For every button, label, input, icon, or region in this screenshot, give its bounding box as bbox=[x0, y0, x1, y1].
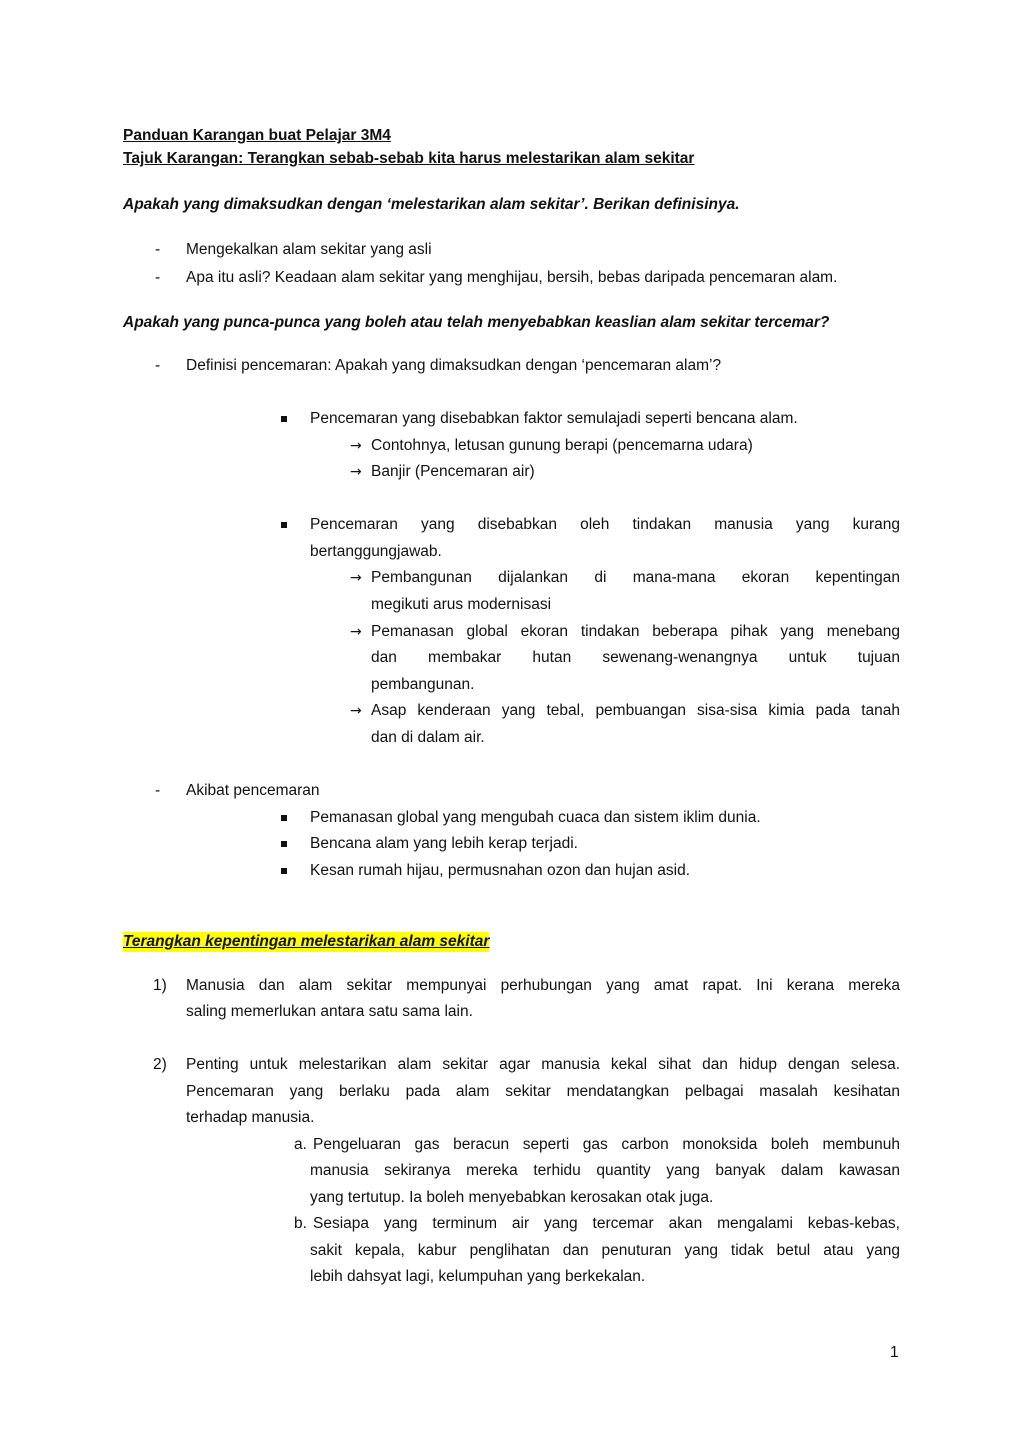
sub-item-label: b. bbox=[294, 1215, 307, 1232]
list-item: Pemanasan global yang mengubah cuaca dan sistem iklim dunia. bbox=[310, 809, 761, 826]
sub-item-continuation: lebih dahsyat lagi, kelumpuhan yang berkekalan. bbox=[310, 1268, 646, 1285]
list-item-continuation: megikuti arus modernisasi bbox=[371, 596, 552, 613]
numbered-item: Penting untuk melestarikan alam sekitar agar manusia kekal sihat dan hidup dengan selesa. bbox=[186, 1056, 900, 1073]
list-item: Definisi pencemaran: Apakah yang dimaksudkan dengan ‘pencemaran alam’? bbox=[186, 357, 722, 374]
arrow-bullet: → bbox=[350, 438, 362, 454]
list-item: Pemanasan global ekoran tindakan beberapa pihak yang menebang bbox=[371, 623, 900, 640]
list-item-continuation: dan membakar hutan sewenang-wenangnya untuk tujuan bbox=[371, 649, 900, 666]
arrow-bullet: → bbox=[350, 570, 362, 586]
doc-title: Panduan Karangan buat Pelajar 3M4 bbox=[123, 127, 391, 144]
square-bullet bbox=[281, 416, 287, 422]
list-item-continuation: pembangunan. bbox=[371, 676, 475, 693]
numbered-item: Manusia dan alam sekitar mempunyai perhubungan yang amat rapat. Ini kerana mereka bbox=[186, 977, 900, 994]
list-item: Pencemaran yang disebabkan oleh tindakan manusia yang kurang bbox=[310, 516, 900, 533]
effects-label: Akibat pencemaran bbox=[186, 782, 320, 799]
dash-bullet: - bbox=[155, 269, 161, 286]
essay-topic: Tajuk Karangan: Terangkan sebab-sebab kita harus melestarikan alam sekitar bbox=[123, 150, 695, 167]
sub-item-continuation: sakit kepala, kabur penglihatan dan penuturan yang tidak betul atau yang bbox=[310, 1242, 900, 1259]
sub-item: Pengeluaran gas beracun seperti gas carbon monoksida boleh membunuh bbox=[313, 1136, 900, 1153]
numbered-label: 2) bbox=[153, 1056, 167, 1073]
list-item: Asap kenderaan yang tebal, pembuangan sisa-sisa kimia pada tanah bbox=[371, 702, 900, 719]
sub-item-continuation: manusia sekiranya mereka terhidu quantity yang banyak dalam kawasan bbox=[310, 1162, 900, 1179]
square-bullet bbox=[281, 522, 287, 528]
arrow-bullet: → bbox=[350, 703, 362, 719]
square-bullet bbox=[281, 815, 287, 821]
page-number: 1 bbox=[890, 1344, 899, 1361]
arrow-bullet: → bbox=[350, 624, 362, 640]
list-item-continuation: bertanggungjawab. bbox=[310, 543, 442, 560]
numbered-item-continuation: Pencemaran yang berlaku pada alam sekitar mendatangkan pelbagai masalah kesihatan bbox=[186, 1083, 900, 1100]
list-item: Bencana alam yang lebih kerap terjadi. bbox=[310, 835, 578, 852]
square-bullet bbox=[281, 841, 287, 847]
numbered-item-continuation: saling memerlukan antara satu sama lain. bbox=[186, 1003, 473, 1020]
list-item: Kesan rumah hijau, permusnahan ozon dan hujan asid. bbox=[310, 862, 691, 879]
list-item: Mengekalkan alam sekitar yang asli bbox=[186, 241, 432, 258]
sub-item-label: a. bbox=[294, 1136, 307, 1153]
square-bullet bbox=[281, 868, 287, 874]
importance-heading: Terangkan kepentingan melestarikan alam sekitar bbox=[123, 933, 490, 950]
question-definition-heading: Apakah yang dimaksudkan dengan ‘melestarikan alam sekitar’. Berikan definisinya. bbox=[123, 196, 740, 213]
question-causes-heading: Apakah yang punca-punca yang boleh atau telah menyebabkan keaslian alam sekitar tercemar? bbox=[123, 314, 830, 331]
list-item: Pembangunan dijalankan di mana-mana ekoran kepentingan bbox=[371, 569, 900, 586]
list-item-continuation: dan di dalam air. bbox=[371, 729, 485, 746]
list-item: Contohnya, letusan gunung berapi (pencemarna udara) bbox=[371, 437, 753, 454]
list-item: Pencemaran yang disebabkan faktor semulajadi seperti bencana alam. bbox=[310, 410, 798, 427]
sub-item-continuation: yang tertutup. Ia boleh menyebabkan kerosakan otak juga. bbox=[310, 1189, 714, 1206]
arrow-bullet: → bbox=[350, 464, 362, 480]
list-item: Banjir (Pencemaran air) bbox=[371, 463, 535, 480]
numbered-label: 1) bbox=[153, 977, 167, 994]
dash-bullet: - bbox=[155, 357, 161, 374]
numbered-item-continuation: terhadap manusia. bbox=[186, 1109, 315, 1126]
list-item: Apa itu asli? Keadaan alam sekitar yang menghijau, bersih, bebas daripada pencemaran alam. bbox=[186, 269, 838, 286]
sub-item: Sesiapa yang terminum air yang tercemar akan mengalami kebas-kebas, bbox=[313, 1215, 900, 1232]
dash-bullet: - bbox=[155, 782, 161, 799]
dash-bullet: - bbox=[155, 241, 161, 258]
